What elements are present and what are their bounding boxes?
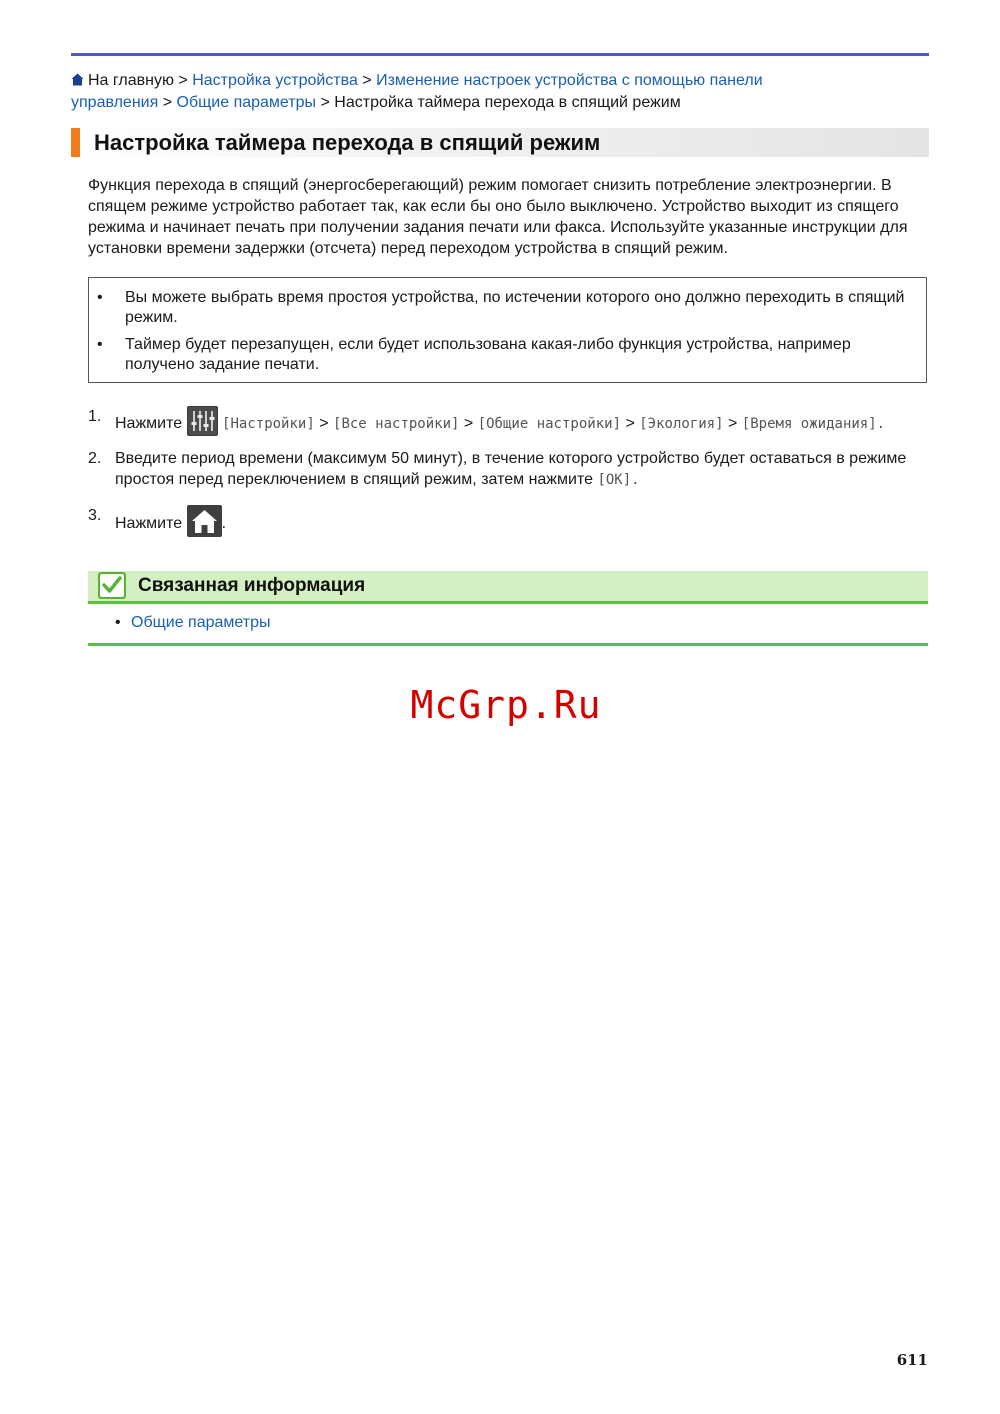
step-3: 3. Нажмите . xyxy=(88,505,918,543)
breadcrumb-link-change-settings[interactable]: Изменение настроек устройства с помощью панели управления xyxy=(71,72,763,111)
page-number: 611 xyxy=(896,1351,928,1369)
menu-ecology: [Экология] xyxy=(639,416,724,433)
related-info-list xyxy=(88,612,928,633)
intro-paragraph: Функция перехода в спящий (энергосберегающий) режим помогает снизить потребление электроэнергии. В спящем режиме устройство работает так, как если бы оно было выключено. Устройство выходит из спящего режима и начинает печать при получении задания печати или факса. Используйте указанные инструкции для установки времени задержки (отсчета) перед переходом устройства в спящий режим. xyxy=(88,177,908,257)
breadcrumb-link-general[interactable]: Общие параметры xyxy=(176,94,317,111)
related-info-header xyxy=(88,571,928,604)
page-title: Настройка таймера перехода в спящий режим xyxy=(94,130,601,155)
top-rule xyxy=(71,53,929,56)
step-number: 3. xyxy=(88,507,102,524)
related-info-item xyxy=(88,612,928,633)
step-number: 2. xyxy=(88,450,102,467)
related-link-general[interactable]: Общие параметры xyxy=(131,614,271,631)
check-icon xyxy=(98,572,126,599)
step-2: 2. Введите период времени (максимум 50 минут), в течение которого устройство будет оставаться в режиме простоя перед переключением в спящий режим, затем нажмите [OK]. xyxy=(88,450,907,488)
step-number: 1. xyxy=(88,408,102,425)
title-bar xyxy=(71,128,929,157)
breadcrumb: На главную > Настройка устройства > Изменение настроек устройства с помощью панели управления > Общие параметры > Настройка таймера перехода в спящий режим xyxy=(71,72,763,111)
note-box xyxy=(88,277,927,383)
menu-ok: [OK] xyxy=(597,472,632,488)
home-icon xyxy=(187,505,222,543)
menu-all-settings: [Все настройки] xyxy=(333,416,460,433)
note-item: • Вы можете выбрать время простоя устройства, по истечении которого оно должно переходить в спящий режим. xyxy=(89,288,926,328)
menu-settings: [Настройки] xyxy=(222,416,315,433)
breadcrumb-home: На главную xyxy=(88,72,174,89)
breadcrumb-current: Настройка таймера перехода в спящий режим xyxy=(334,94,681,111)
note-list xyxy=(89,288,926,382)
settings-icon xyxy=(187,406,218,442)
note-item: • Таймер будет перезапущен, если будет использована какая-либо функция устройства, например получено задание печати. xyxy=(89,335,926,375)
bottom-rule xyxy=(88,643,928,646)
title-accent xyxy=(71,128,80,157)
step-1: 1. Нажмите [Настройки] > [Все настройки] > [Общие настройки] > [Экология] > [Время ожидания]. xyxy=(88,406,918,442)
related-info-title: Связанная информация xyxy=(138,575,366,596)
watermark: McGrp.Ru xyxy=(410,683,602,727)
home-icon xyxy=(71,71,84,92)
menu-general-settings: [Общие настройки] xyxy=(477,416,621,433)
steps-list xyxy=(88,406,918,543)
breadcrumb-link-device-setup[interactable]: Настройка устройства xyxy=(192,72,358,89)
menu-timeout: [Время ожидания] xyxy=(741,416,877,433)
